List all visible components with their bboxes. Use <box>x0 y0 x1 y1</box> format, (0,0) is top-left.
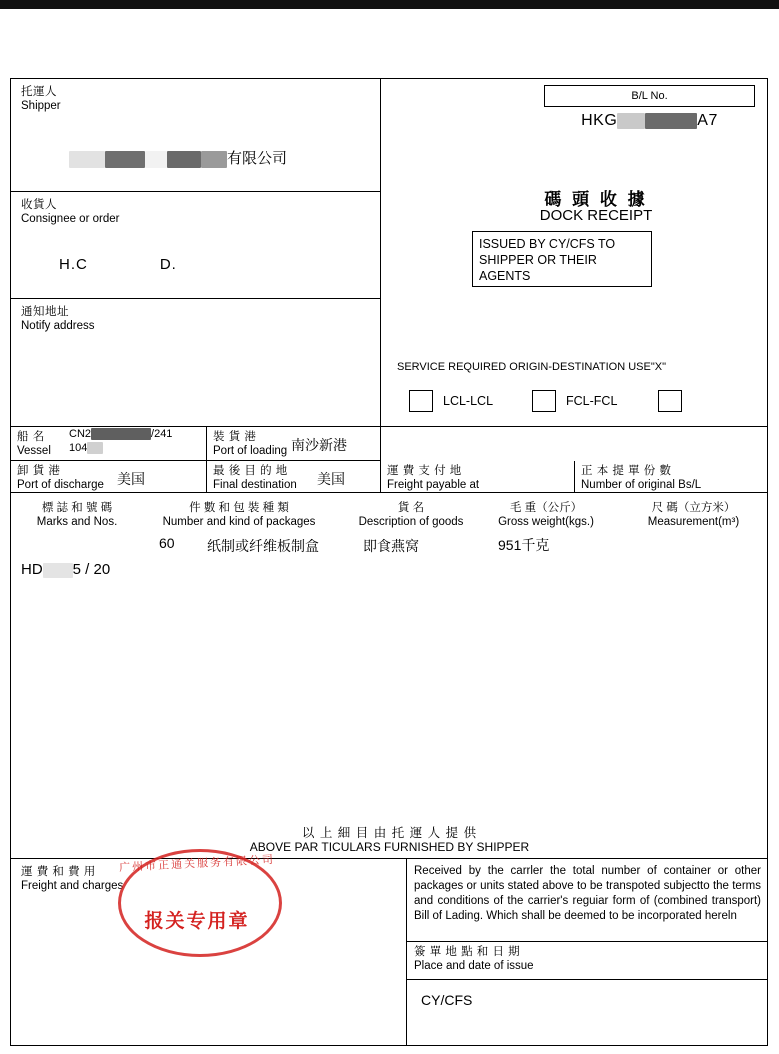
consignee-value-part2: D. <box>159 256 177 273</box>
consignee-label-cn: 收貨人 <box>21 199 57 211</box>
freight-payable-label-en: Freight payable at <box>387 479 480 491</box>
pod-label-cn: 卸 貨 港 <box>17 465 61 477</box>
marks-value <box>21 561 110 578</box>
notify-label-en: Notify address <box>21 320 95 332</box>
redaction-bar <box>617 113 645 129</box>
description-value: 即食燕窝 <box>363 538 419 554</box>
vessel-cell <box>11 427 207 461</box>
shipper-label-en: Shipper <box>21 100 61 112</box>
shipper-value <box>69 147 370 168</box>
description-header-en: Description of goods <box>358 516 464 528</box>
final-label-cn: 最 後 目 的 地 <box>213 465 288 477</box>
freight-payable-at-cell <box>381 461 575 493</box>
consignee-value-part1: H.C <box>59 256 88 273</box>
measurement-header-cn: 尺 碼（立方米） <box>651 502 736 514</box>
gross-weight-header <box>471 501 621 529</box>
measurement-header-en: Measurement(m³) <box>647 516 740 528</box>
final-value: 美国 <box>317 471 345 487</box>
marks-header-cn: 標 誌 和 號 碼 <box>41 502 113 514</box>
original-bls-label-en: Number of original Bs/L <box>581 479 702 491</box>
marks-value-suffix: 5 / 20 <box>72 561 111 578</box>
place-date-label-en: Place and date of issue <box>414 960 534 972</box>
redaction-bar <box>201 151 227 168</box>
vessel-label-en: Vessel <box>17 445 51 457</box>
dock-receipt-title-en: DOCK RECEIPT <box>539 207 653 224</box>
shipper-label-cn: 托運人 <box>21 86 57 98</box>
label-fcl-fcl: FCL-FCL <box>566 394 618 408</box>
original-bls-cell <box>575 461 768 493</box>
received-by-carrier-text: Received by the carrler the total number of container or other packages or units stated above to be transpoted subjectto the terms and conditions of the carrier's reguiar form of (combined transport) Bill of Lading. Which shall be deemed to be incorporated hereln <box>407 859 768 942</box>
redaction-bar <box>105 151 145 168</box>
issued-by-note: ISSUED BY CY/CFS TO SHIPPER OR THEIR AGENTS <box>472 231 652 287</box>
shipper-block <box>11 79 381 192</box>
packages-header-en: Number and kind of packages <box>162 516 316 528</box>
goods-block <box>11 493 768 859</box>
consignee-label-en: Consignee or order <box>21 213 120 225</box>
pod-label-en: Port of discharge <box>17 479 104 491</box>
bl-no-box <box>544 85 755 107</box>
vessel-value-line1: CN2 /241 <box>69 428 173 440</box>
pod-value: 美国 <box>117 471 145 487</box>
dock-receipt-title-cn: 碼 頭 收 據 <box>544 190 648 209</box>
pol-label-cn: 裝 貨 港 <box>213 431 257 443</box>
service-required-title: SERVICE REQUIRED ORIGIN-DESTINATION USE"X" <box>397 361 666 373</box>
gross-weight-value: 951千克 <box>498 537 550 553</box>
gross-weight-header-en: Gross weight(kgs.) <box>498 516 594 528</box>
marks-value-prefix: HD <box>21 561 43 578</box>
freight-charges-label-en: Freight and charges <box>21 880 124 892</box>
checkbox-lcl-lcl[interactable] <box>409 390 433 412</box>
label-lcl-lcl: LCL-LCL <box>443 394 494 408</box>
stamp-center-text: 报关专用章 <box>144 910 250 932</box>
issue-value: CY/CFS <box>421 992 473 1008</box>
place-date-label-cn: 簽 單 地 點 和 日 期 <box>414 946 521 958</box>
packages-header <box>149 501 329 529</box>
pol-value: 南沙新港 <box>291 437 347 453</box>
redaction-bar <box>645 113 697 129</box>
redaction-bar <box>69 151 105 168</box>
description-header-cn: 貨 名 <box>397 502 425 514</box>
description-header <box>341 501 481 529</box>
consignee-block <box>11 192 381 299</box>
redaction-bar <box>43 563 73 578</box>
notify-value <box>21 333 370 393</box>
original-bls-label-cn: 正 本 提 單 份 數 <box>581 465 672 477</box>
redaction-bar <box>167 151 201 168</box>
checkbox-other[interactable] <box>658 390 682 412</box>
redaction-bar <box>145 151 167 168</box>
package-count-value: 60 <box>159 535 175 551</box>
stamp-arc-text: 广州市正通关服务有限公司 <box>118 852 276 875</box>
issue-value-block <box>407 980 768 1046</box>
furnished-note-en: ABOVE PAR TICULARS FURNISHED BY SHIPPER <box>249 840 530 854</box>
freight-and-charges-block <box>11 859 407 1046</box>
notify-label-cn: 通知地址 <box>21 306 69 318</box>
bl-no-label: B/L No. <box>631 90 668 102</box>
vessel-value-line2: 104 <box>69 442 103 454</box>
redaction-bar <box>87 442 103 454</box>
furnished-note-cn: 以 上 細 目 由 托 運 人 提 供 <box>301 826 478 840</box>
measurement-header <box>621 501 766 529</box>
marks-header <box>17 501 137 529</box>
service-required-block <box>381 351 768 427</box>
place-and-date-block <box>407 942 768 980</box>
shipper-company-suffix: 有限公司 <box>227 150 288 167</box>
pol-label-en: Port of loading <box>213 445 288 457</box>
checkbox-fcl-fcl[interactable] <box>532 390 556 412</box>
packages-header-cn: 件 數 和 包 裝 種 類 <box>189 502 289 514</box>
redaction-bar <box>91 428 151 440</box>
notify-block <box>11 299 381 427</box>
port-of-loading-cell <box>207 427 381 461</box>
port-of-discharge-cell <box>11 461 207 493</box>
gross-weight-header-cn: 毛 重（公斤） <box>509 502 583 514</box>
bl-no-value: HKG A7 <box>581 112 718 129</box>
window-top-bar <box>0 0 779 9</box>
package-kind-value: 纸制或纤维板制盒 <box>207 538 319 554</box>
freight-payable-label-cn: 運 費 支 付 地 <box>387 465 462 477</box>
final-destination-cell <box>207 461 381 493</box>
final-label-en: Final destination <box>213 479 297 491</box>
dock-receipt-document <box>10 78 768 1046</box>
marks-header-en: Marks and Nos. <box>36 516 118 528</box>
freight-charges-label-cn: 運 費 和 費 用 <box>21 866 96 878</box>
consignee-value <box>59 256 370 273</box>
vessel-label-cn: 船 名 <box>17 431 45 443</box>
